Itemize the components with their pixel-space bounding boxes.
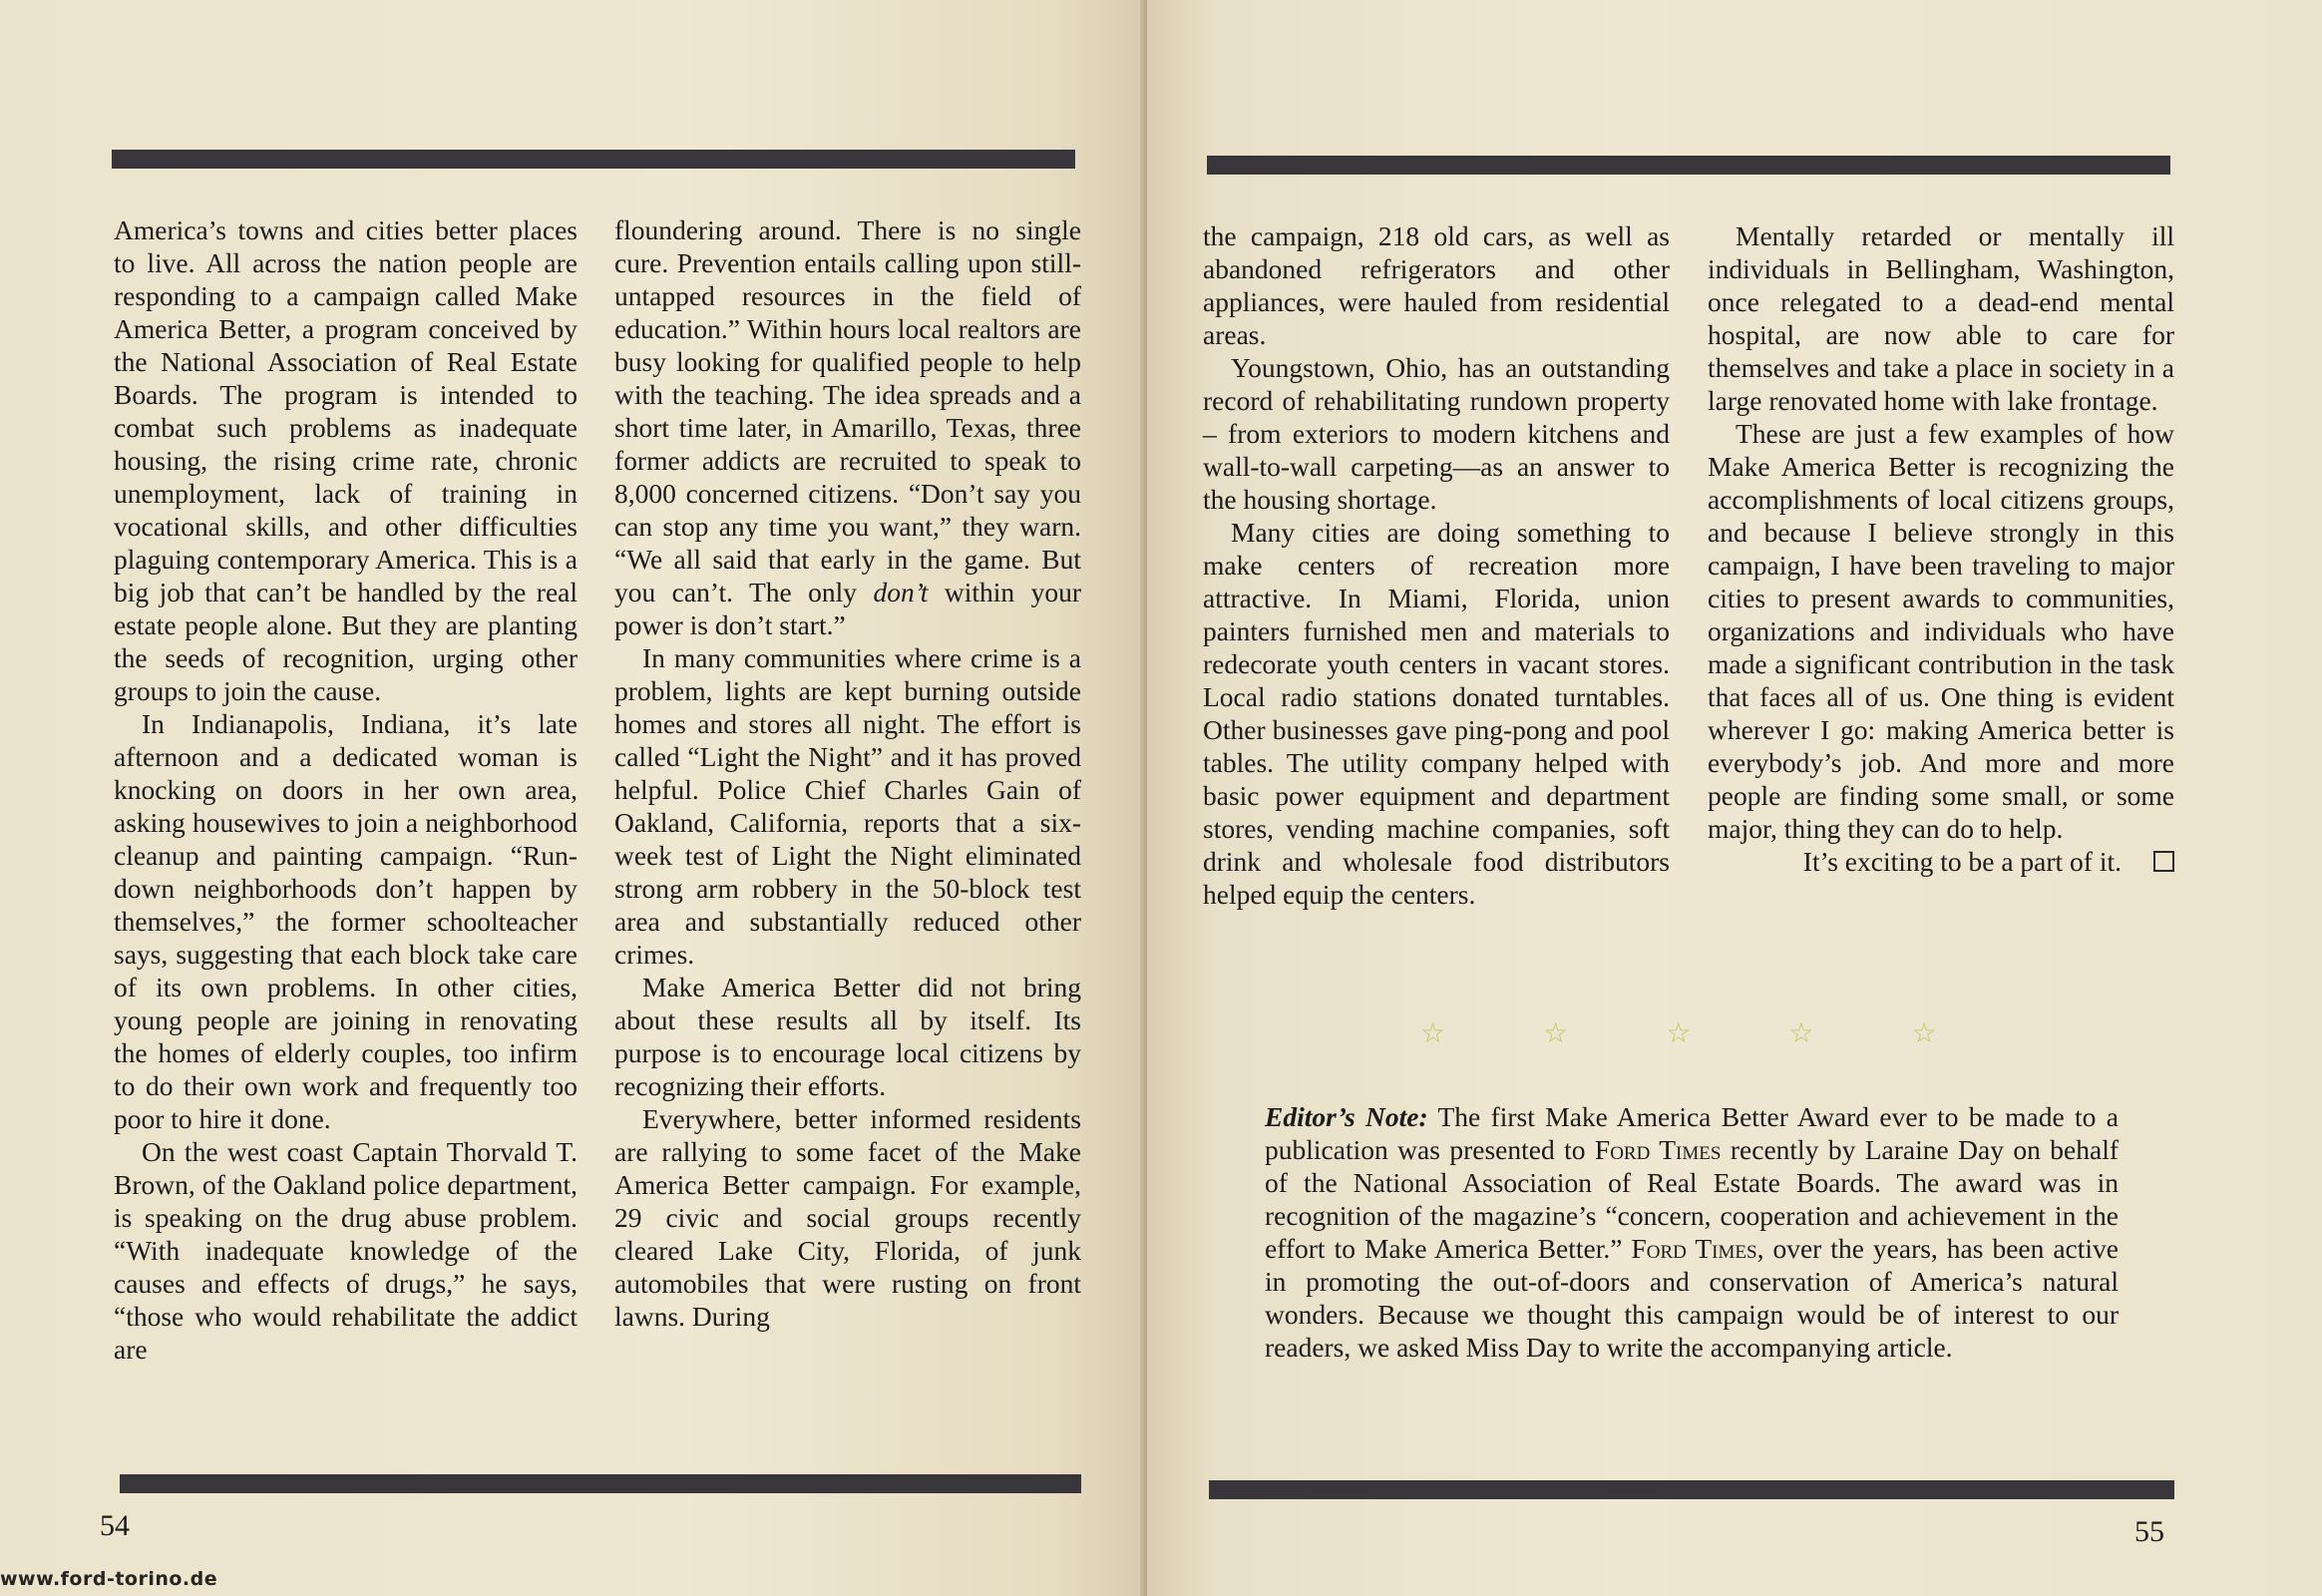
left-page: [0, 0, 1147, 1596]
top-rule: [112, 150, 1075, 169]
paragraph: These are just a few examples of how Make America Better is recognizing the accomplishments of local citizens groups, and because I believe strongly in this campaign, I have been traveling to major cities to present awards to communities, organizations and individuals who have made a significant contribution in the task that faces all of us. One thing is evident wherever I go: making America better is everybody’s job. And more and more people are finding some small, or some major, thing they can do to help.: [1708, 418, 2174, 844]
text-run: , over the years, has been active in promoting the out-of-doors and conservation of America’s natural wonders. Because we thought this campaign would be of interest to our readers, we asked Miss Day to write the accompanying article.: [1265, 1233, 2120, 1363]
paragraph: [614, 213, 1081, 641]
watermark: www.ford-torino.de: [0, 1568, 218, 1590]
paragraph: America’s towns and cities better places to live. All across the nation people are responding to a campaign called Make America Better, a program conceived by the National Association of Real Estate Boards. The program is intended to combat such problems as inadequate housing, the rising crime rate, chronic unemployment, lack of training in vocational skills, and other difficulties plaguing contemporary America. This is a big job that can’t be handled by the real estate people alone. But they are planting the seeds of recognition, urging other groups to join the cause.: [114, 214, 578, 706]
editor-note-lead: Editor’s Note:: [1265, 1101, 1428, 1132]
paragraph: the campaign, 218 old cars, as well as abandoned refrigerators and other appliances, were hauled from residential areas.: [1203, 220, 1670, 350]
paragraph: On the west coast Captain Thorvald T. Brown, of the Oakland police department, is speaking on the drug abuse problem. “With inadequate knowledge of the causes and effects of drugs,” he says, “those who would rehabilitate the addict are: [114, 1136, 578, 1365]
paragraph: Make America Better did not bring about these results all by itself. Its purpose is to encourage local citizens by recognizing their efforts.: [614, 972, 1081, 1101]
paragraph: In Indianapolis, Indiana, it’s late afternoon and a dedicated woman is knocking on doors in her own area, asking housewives to join a neighborhood cleanup and painting campaign. “Run-down neighborhoods don’t happen by themselves,” the former schoolteacher says, suggesting that each block take care of its own problems. In other cities, young people are joining in renovating the homes of elderly couples, too infirm to do their own work and frequently too poor to hire it done.: [114, 708, 578, 1134]
page-number: 55: [2134, 1515, 2164, 1548]
star-icon: ☆: [1420, 1018, 1446, 1049]
top-rule: [1207, 156, 2170, 175]
right-page-column-2: [1708, 219, 2174, 878]
left-page-column-1: [114, 213, 578, 1366]
text-run: recently by Laraine Day on behalf of the National Association of Real Estate Boards. The award was in recognition of the magazine’s “concern, cooperation and achievement in the effort to Make America Better.”: [1265, 1134, 2120, 1264]
editor-note: [1265, 1100, 2119, 1364]
left-page-column-2: [614, 213, 1081, 1333]
paragraph: [1708, 845, 2174, 878]
text-run: within your power is don’t start.”: [614, 577, 1081, 640]
star-divider: [1420, 1020, 1937, 1048]
paragraph: Mentally retarded or mentally ill individuals in Bellingham, Washington, once relegated to a dead-end mental hospital, are now able to care for themselves and take a place in society in a large renovated home with lake frontage.: [1708, 220, 2174, 416]
text-run: floundering around. There is no single cure. Prevention entails calling upon still-untapped resources in the field of education.” Within hours local realtors are busy looking for qualified people to help with the teaching. The idea spreads and a short time later, in Amarillo, Texas, three former addicts are recruited to speak to 8,000 concerned citizens. “Don’t say you can stop any time you want,” they warn. “We all said that early in the game. But you can’t. The only: [614, 214, 1081, 607]
right-page-column-1: [1203, 219, 1670, 911]
paragraph: In many communities where crime is a problem, lights are kept burning outside homes and stores all night. The effort is called “Light the Night” and it has proved helpful. Police Chief Charles Gain of Oakland, California, reports that a six-week test of Light the Night eliminated strong arm robbery in the 50-block test area and substantially reduced other crimes.: [614, 642, 1081, 970]
paragraph: Youngstown, Ohio, has an outstanding record of rehabilitating rundown property – from exteriors to modern kitchens and wall-to-wall carpeting—as an answer to the housing shortage.: [1203, 352, 1670, 515]
bottom-rule: [1209, 1480, 2174, 1499]
publication-name: Ford Times: [1594, 1134, 1722, 1165]
star-icon: ☆: [1911, 1018, 1937, 1049]
paragraph: Everywhere, better informed residents are rallying to some facet of the Make America Better campaign. For example, 29 civic and social groups recently cleared Lake City, Florida, of junk automobiles that were rusting on front lawns. During: [614, 1103, 1081, 1332]
star-icon: ☆: [1666, 1018, 1692, 1049]
paragraph: Many cities are doing something to make centers of recreation more attractive. In Miami, Florida, union painters furnished men and materials to redecorate youth centers in vacant stores. Local radio stations donated turntables. Other businesses gave ping-pong and pool tables. The utility company helped with basic power equipment and department stores, vending machine companies, soft drink and wholesale food distributors helped equip the centers.: [1203, 517, 1670, 910]
star-icon: ☆: [1788, 1018, 1814, 1049]
star-icon: ☆: [1543, 1018, 1569, 1049]
emphasis: don’t: [873, 577, 929, 607]
page-number: 54: [100, 1509, 130, 1542]
end-of-article-icon: [2153, 851, 2174, 872]
bottom-rule: [120, 1474, 1081, 1493]
text-run: The first Make America Better Award ever to be made to a publication was presented to: [1265, 1101, 2119, 1165]
publication-name: Ford Times: [1631, 1233, 1757, 1264]
closing-line: It’s exciting to be a part of it.: [1802, 846, 2122, 877]
